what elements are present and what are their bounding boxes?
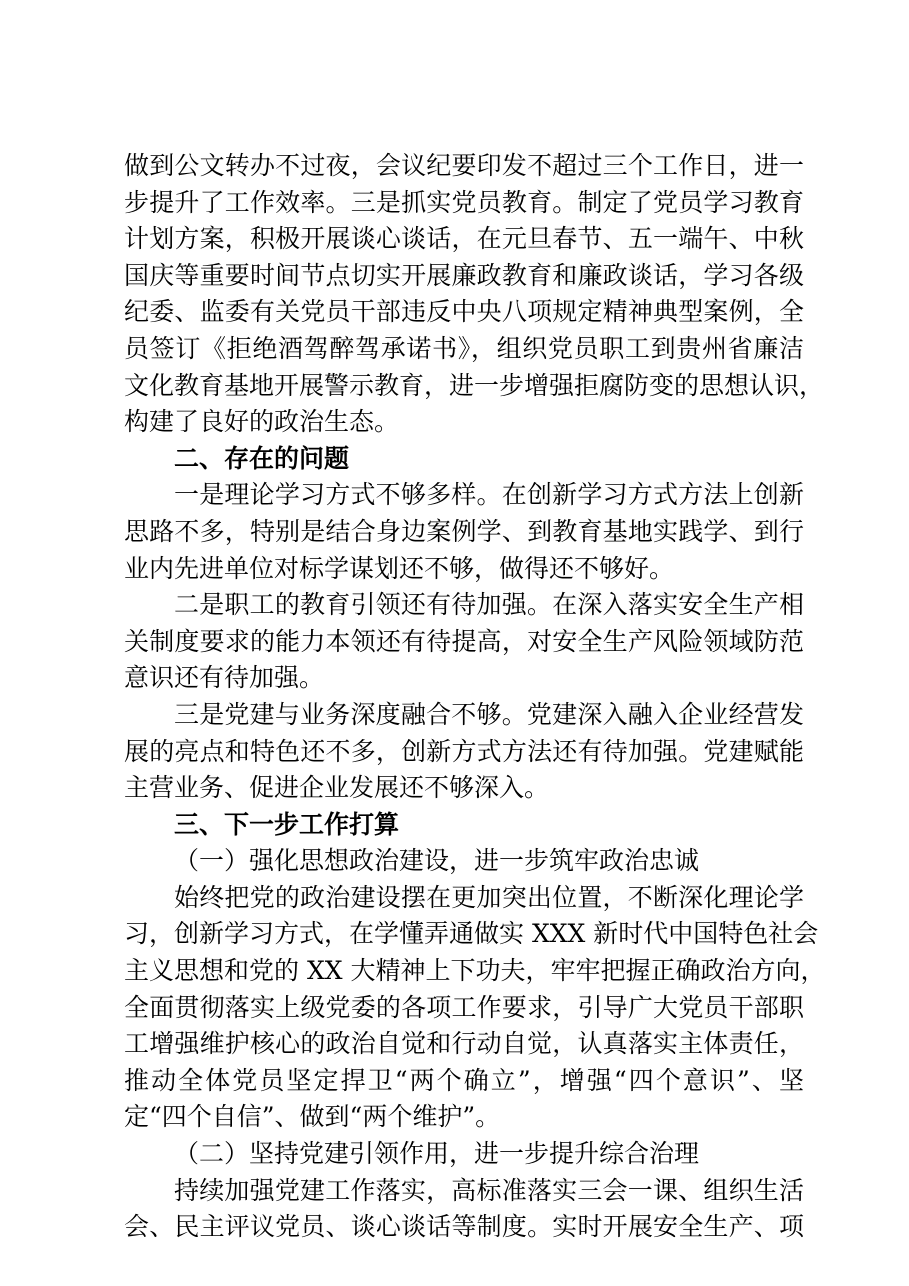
subsection-heading-2: （二）坚持党建引领作用，进一步提升综合治理 [174, 1139, 700, 1169]
text-line: 推动全体党员坚定捍卫“两个确立”，增强“四个意识”、坚 [124, 1065, 804, 1095]
text-line: 步提升了工作效率。三是抓实党员教育。制定了党员学习教育 [124, 187, 804, 217]
paragraph-intro [124, 148, 825, 441]
text-line: 持续加强党建工作落实，高标准落实三会一课、组织生活 [174, 1175, 804, 1205]
text-line: 业内先进单位对标学谋划还不够，做得还不够好。 [124, 553, 675, 583]
text-line: 文化教育基地开展警示教育，进一步增强拒腐防变的思想认识， [124, 370, 825, 400]
text-line: 主营业务、促进企业发展还不够深入。 [124, 773, 550, 803]
text-line: 始终把党的政治建设摆在更加突出位置，不断深化理论学 [174, 882, 804, 912]
text-line: 关制度要求的能力本领还有待提高，对安全生产风险领域防范 [124, 626, 804, 656]
text-line: 主义思想和党的 XX 大精神上下功夫，牢牢把握正确政治方向， [124, 956, 826, 986]
text-line: 做到公文转办不过夜，会议纪要印发不超过三个工作日，进一 [124, 151, 804, 180]
text-line: 定“四个自信”、做到“两个维护”。 [124, 1102, 501, 1132]
text-line: 会、民主评议党员、谈心谈话等制度。实时开展安全生产、项 [124, 1212, 804, 1242]
text-line: 二是职工的教育引领还有待加强。在深入落实安全生产相 [174, 590, 804, 620]
section-heading-problems: 二、存在的问题 [174, 443, 350, 473]
paragraph-problem-2 [124, 587, 804, 697]
text-line: 一是理论学习方式不够多样。在创新学习方式方法上创新 [174, 480, 804, 510]
text-line: 纪委、监委有关党员干部违反中央八项规定精神典型案例，全 [124, 297, 804, 327]
text-line: 习，创新学习方式，在学懂弄通做实 XXX 新时代中国特色社会 [124, 919, 819, 949]
text-line: 思路不多，特别是结合身边案例学、到教育基地实践学、到行 [124, 516, 804, 546]
text-line: 国庆等重要时间节点切实开展廉政教育和廉政谈话，学习各级 [124, 260, 804, 290]
section-heading-next-steps: 三、下一步工作打算 [174, 809, 400, 839]
text-line: 计划方案，积极开展谈心谈话，在元旦春节、五一端午、中秋 [124, 224, 804, 254]
subsection-heading-1: （一）强化思想政治建设，进一步筑牢政治忠诚 [174, 846, 700, 876]
document-body [124, 148, 826, 1246]
text-line: 意识还有待加强。 [124, 663, 325, 693]
paragraph-problem-3 [124, 697, 804, 807]
paragraph-subsection-1 [124, 880, 826, 1136]
paragraph-problem-1 [124, 477, 804, 587]
text-line: 工增强维护核心的政治自觉和行动自觉，认真落实主体责任， [124, 1029, 804, 1059]
text-line: 展的亮点和特色还不多，创新方式方法还有待加强。党建赋能 [124, 736, 804, 766]
text-line: 三是党建与业务深度融合不够。党建深入融入企业经营发 [174, 699, 804, 729]
text-line: 构建了良好的政治生态。 [124, 407, 400, 437]
paragraph-subsection-2 [124, 1173, 804, 1246]
text-line: 全面贯彻落实上级党委的各项工作要求，引导广大党员干部职 [124, 992, 804, 1022]
text-line: 员签订《拒绝酒驾醉驾承诺书》，组织党员职工到贵州省廉洁 [124, 333, 804, 363]
